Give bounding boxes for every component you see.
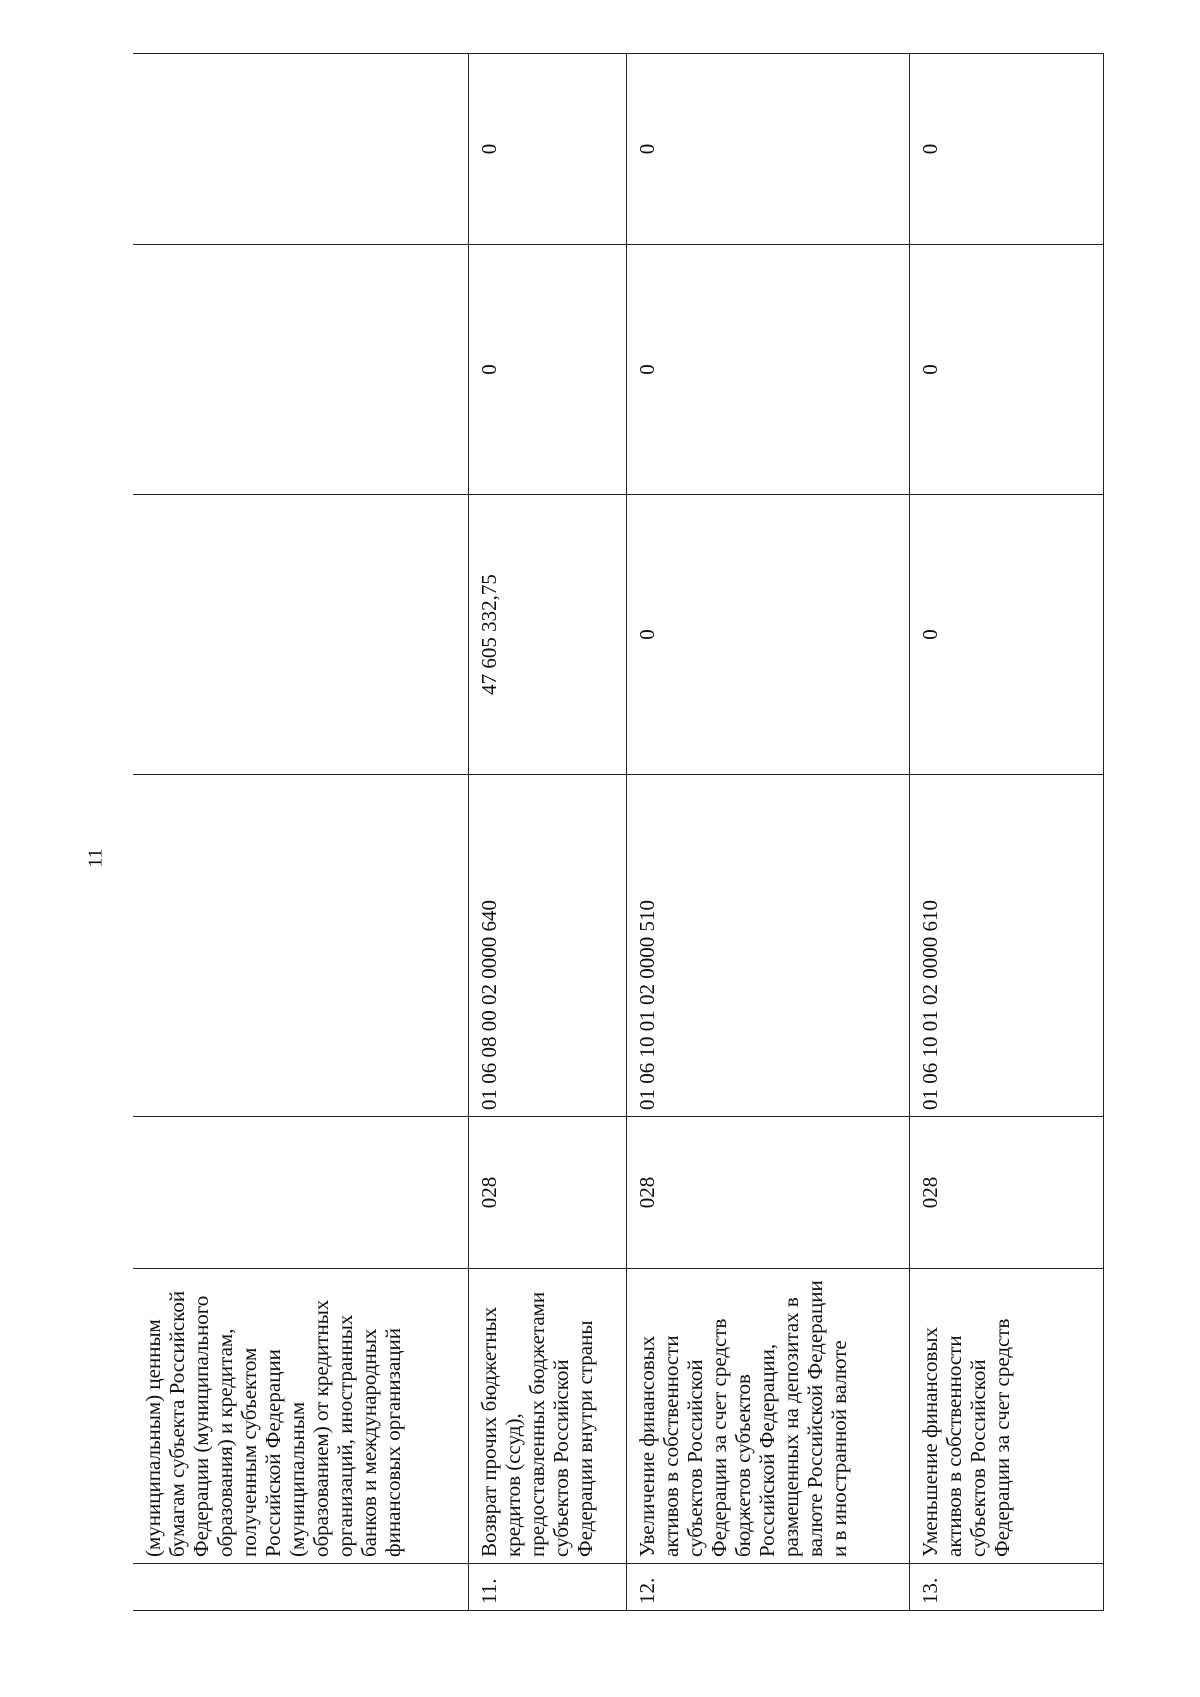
row-admin-code <box>133 1117 468 1269</box>
row-value-2: 0 <box>909 245 1103 495</box>
row-value-3 <box>133 54 468 245</box>
row-number: 11. <box>468 1564 626 1611</box>
row-number <box>133 1564 468 1611</box>
row-value-1: 0 <box>909 495 1103 775</box>
table-row <box>626 54 909 1611</box>
budget-table-rotated <box>133 54 1103 1611</box>
table-row <box>909 54 1103 1611</box>
table-row <box>133 54 468 1611</box>
row-admin-code: 028 <box>468 1117 626 1269</box>
row-name: (муниципальным) ценным бумагам субъекта Российской Федерации (муниципального образования) и кредитам, полученным субъектом Российской Федерации (муниципальным образованием) от кредитных организаций, иностранных банков и международных финансовых организаций <box>133 1269 468 1564</box>
row-value-3: 0 <box>909 54 1103 245</box>
budget-table <box>133 53 1104 1611</box>
row-kbk: 01 06 10 01 02 0000 510 <box>626 775 909 1117</box>
row-value-1 <box>133 495 468 775</box>
row-value-1: 0 <box>626 495 909 775</box>
row-value-2: 0 <box>468 245 626 495</box>
row-value-2: 0 <box>626 245 909 495</box>
row-value-3: 0 <box>626 54 909 245</box>
row-name: Увеличение финансовых активов в собственности субъектов Российской Федерации за счет средств бюджетов субъектов Российской Федерации, размещенных на депозитах в валюте Российской Федерации и в иностранной валюте <box>626 1269 909 1564</box>
row-number: 12. <box>626 1564 909 1611</box>
row-number: 13. <box>909 1564 1103 1611</box>
row-value-1: 47 605 332,75 <box>468 495 626 775</box>
row-kbk: 01 06 08 00 02 0000 640 <box>468 775 626 1117</box>
table-row <box>468 54 626 1611</box>
row-name: Возврат прочих бюджетных кредитов (ссуд), предоставленных бюджетами субъектов Российской Федерации внутри страны <box>468 1269 626 1564</box>
row-admin-code: 028 <box>909 1117 1103 1269</box>
row-admin-code: 028 <box>626 1117 909 1269</box>
row-value-2 <box>133 245 468 495</box>
page-number: 11 <box>84 848 107 868</box>
row-kbk: 01 06 10 01 02 0000 610 <box>909 775 1103 1117</box>
row-value-3: 0 <box>468 54 626 245</box>
row-name: Уменьшение финансовых активов в собственности субъектов Российской Федерации за счет средств <box>909 1269 1103 1564</box>
row-kbk <box>133 775 468 1117</box>
